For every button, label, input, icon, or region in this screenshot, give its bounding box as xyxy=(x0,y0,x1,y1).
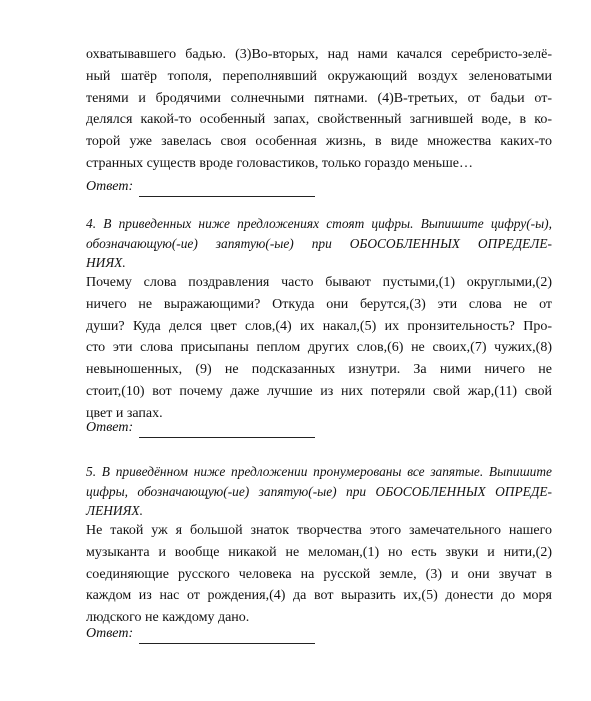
text-line: соединяющие русского человека на русской земле, (3) и они звучат в xyxy=(86,566,552,582)
text-line: ничего не выражающими? Откуда они берутся,(3) эти слова не от xyxy=(86,296,552,312)
answer-label: Ответ: xyxy=(86,626,134,641)
text-line: музыканта и вообще никакой не меломан,(1) но есть звуки и нити,(2) xyxy=(86,544,552,560)
text-line: людского не каждому дано. xyxy=(86,610,250,626)
text-line: тенями и бродячими солнечными пятнами. (4)В-третьих, от бадьи от- xyxy=(86,90,552,106)
text-line: делялся какой-то особенный запах, свойственный загнившей воде, в ко- xyxy=(86,112,552,128)
text-line: невыношенных, (9) не подсказанных изнутри. За ними ничего не xyxy=(86,362,552,378)
text-line: стоит,(10) вот почему даже лучшие из них потеряли свой жар,(11) свой xyxy=(86,383,552,399)
answer-row-task-5 xyxy=(86,624,315,644)
text-line: Почему слова поздравления часто бывают пустыми,(1) округлыми,(2) xyxy=(86,275,552,290)
task-4-text xyxy=(86,272,552,425)
text-line: торой уже завелась своя особенная жизнь, в виде множества каких-то xyxy=(86,134,552,150)
task-5-text xyxy=(86,520,552,629)
instruction-line: 5. В приведённом ниже предложении пронумерованы все запятые. Выпишите xyxy=(86,464,552,479)
instruction-line: НИЯХ. xyxy=(86,255,126,270)
task-4-instruction xyxy=(86,214,552,273)
text-line: ный шатёр тополя, переполнявший окружающий воздух зеленоватыми xyxy=(86,68,552,84)
task-5-instruction xyxy=(86,462,552,521)
text-line: каждом из нас от рождения,(4) да вот выразить их,(5) донести до моря xyxy=(86,588,552,604)
text-line: сто эти слова присыпаны пеплом других слов,(6) не своих,(7) чужих,(8) xyxy=(86,340,552,356)
answer-label: Ответ: xyxy=(86,420,134,435)
answer-row-previous xyxy=(86,177,315,197)
text-line: странных существ вроде головастиков, только гораздо меньше… xyxy=(86,155,473,171)
text-line: охватывавшего бадью. (3)Во-вторых, над нами качался серебристо-зелё- xyxy=(86,47,552,62)
instruction-line: 4. В приведенных ниже предложениях стоят цифры. Выпишите цифру(-ы), xyxy=(86,216,552,231)
instruction-line: цифры, обозначающую(-ие) запятую(-ые) при ОБОСОБЛЕННЫХ ОПРЕДЕ- xyxy=(86,483,552,499)
instruction-line: ЛЕНИЯХ. xyxy=(86,503,143,518)
text-line: Не такой уж я большой знаток творчества этого замечательного нашего xyxy=(86,523,552,538)
text-line: цвет и запах. xyxy=(86,405,163,421)
text-line: души? Куда делся цвет слов,(4) их накал,(5) их пронзительность? Про- xyxy=(86,318,552,334)
answer-label: Ответ: xyxy=(86,179,134,194)
answer-blank-line[interactable] xyxy=(139,423,315,438)
text-block-previous-task xyxy=(86,44,552,175)
answer-blank-line[interactable] xyxy=(139,629,315,644)
answer-row-task-4 xyxy=(86,418,315,438)
instruction-line: обозначающую(-ие) запятую(-ые) при ОБОСОБЛЕННЫХ ОПРЕДЕЛЕ- xyxy=(86,235,552,251)
answer-blank-line[interactable] xyxy=(139,182,315,197)
